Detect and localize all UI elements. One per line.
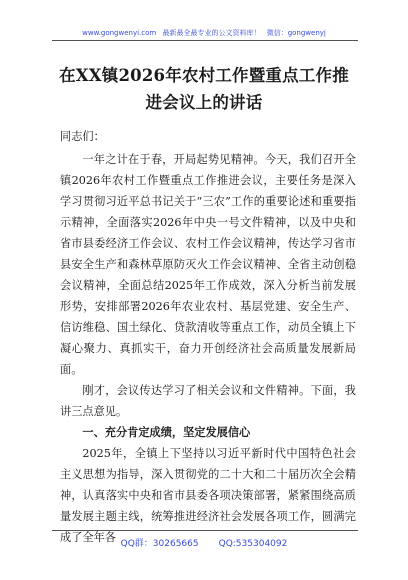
section-heading-1: 一、充分肯定成绩，坚定发展信心: [82, 425, 251, 439]
title-line-1: 在XX镇2026年农村工作暨重点工作推: [59, 66, 349, 85]
paragraph-intro: 一年之计在于春，开局起势见精神。今天，我们召开全镇2026年农村工作暨重点工作推进会议，主要任务是深入学习贯彻习近平总书记关于“三农”工作的重要论述和重要指示精神，全面落实2026年中央一号文件精神，以及中央和省市县委经济工作会议、农村工作会议精神，传达学习省市县安全生产和森林草原防灭火工作会议精神、全省主动创稳会议精神，全面总结2025年工作成效，深入分析当前发展形势，安排部署2026年农业农村、基层党建、安全生产、信访维稳、国土绿化、贷款清收等重点工作，动员全镇上下凝心聚力、真抓实干，奋力开创经济社会高质量发展新局面。: [60, 153, 356, 376]
paragraph-transition: 刚才，会议传达学习了相关会议和文件精神。下面，我讲三点意见。: [60, 384, 356, 418]
section-1-paragraph: 2025年，全镇上下坚持以习近平新时代中国特色社会主义思想为指导，深入贯彻党的二十大和二十届历次全会精神，认真落实中央和省市县委各项决策部署，紧紧围绕高质量发展主题主线，统筹推进经济社会发展各项工作，圆满完成了全年各: [60, 447, 356, 544]
header-wechat: 微信：gongwenyj: [266, 29, 326, 37]
footer-qq: QQ:535304092: [218, 539, 288, 549]
page-header: [0, 28, 408, 38]
greeting: 同志们：: [60, 130, 105, 143]
header-divider: [52, 40, 358, 41]
header-slogan: 最新最全最专业的公文资料库！: [162, 29, 261, 37]
footer-divider: [52, 530, 358, 531]
title-line-2: 进会议上的讲话: [145, 93, 263, 112]
footer-qq-group: QQ群：30265665: [120, 539, 199, 549]
document-title: [40, 62, 368, 116]
header-site-link[interactable]: www.gongwenyi.com: [82, 29, 157, 37]
document-body: [60, 126, 356, 548]
page-footer: [0, 536, 408, 549]
